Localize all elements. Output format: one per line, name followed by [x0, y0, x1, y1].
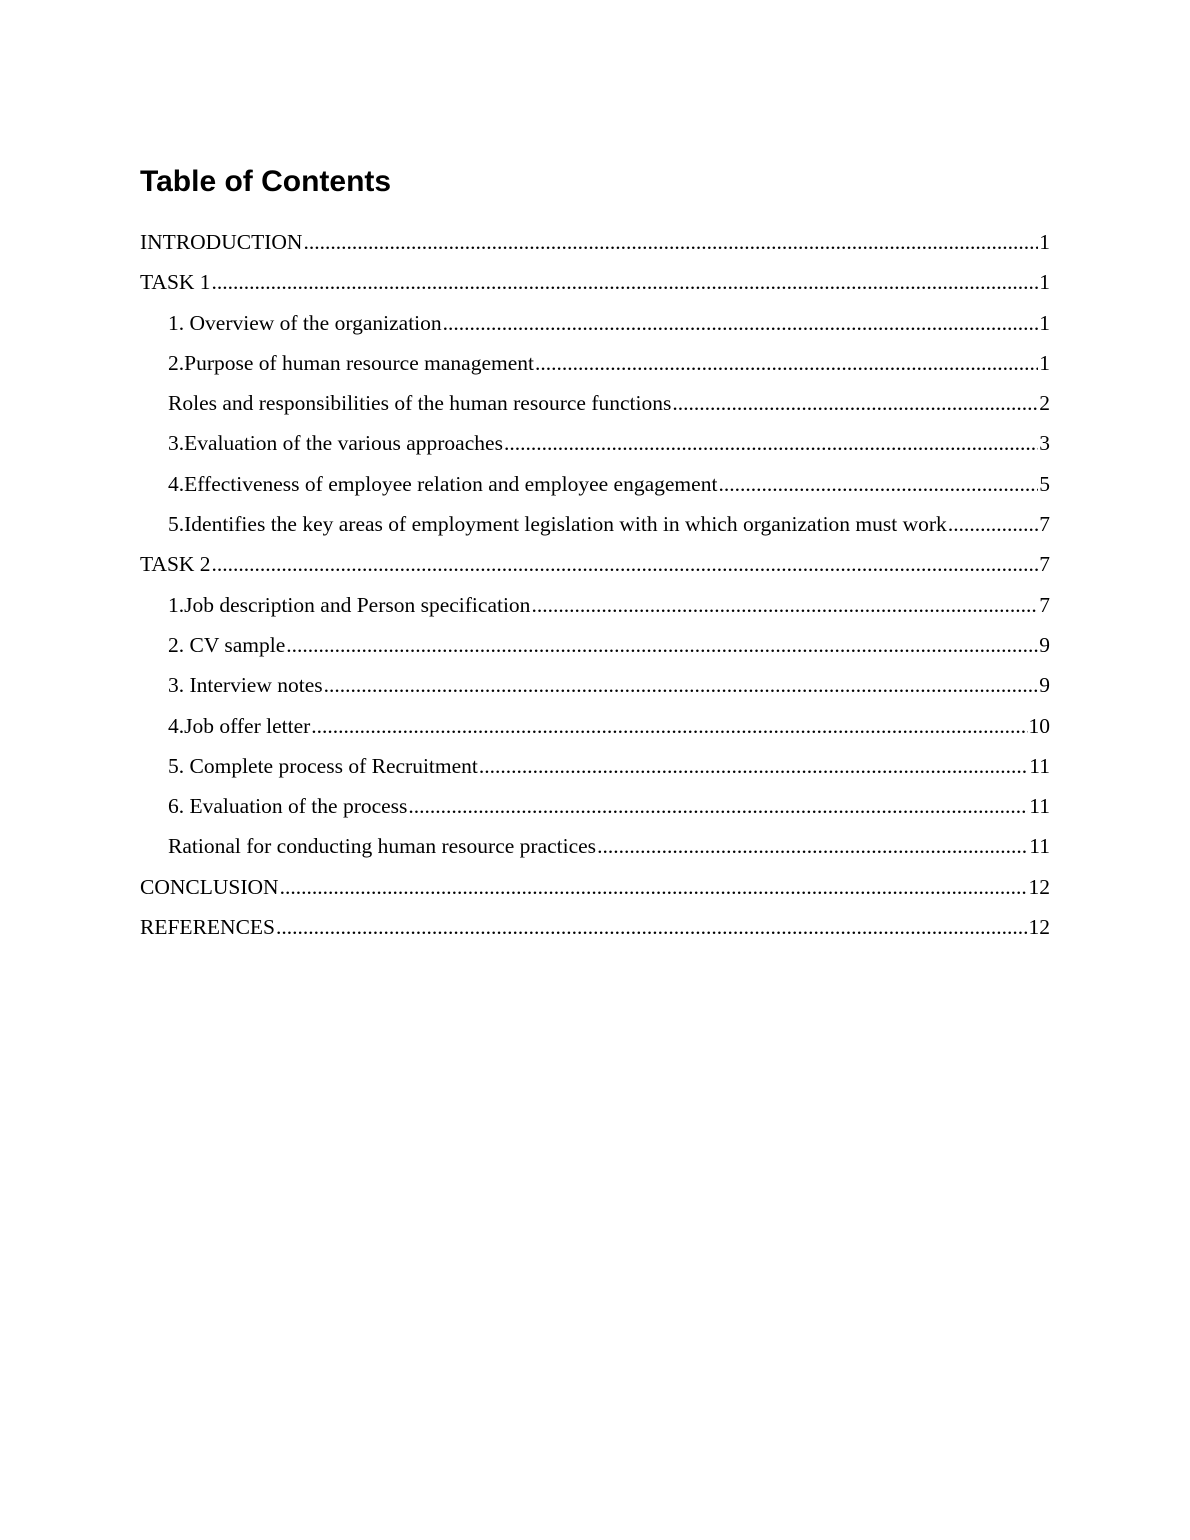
toc-dot-leader — [531, 585, 1038, 625]
toc-entry[interactable] — [140, 343, 1050, 383]
toc-dot-leader — [479, 746, 1028, 786]
toc-entry-label: 6. Evaluation of the process — [168, 786, 408, 826]
toc-entry[interactable] — [140, 826, 1050, 866]
toc-entry[interactable] — [140, 222, 1050, 262]
toc-entry-label: REFERENCES — [140, 907, 276, 947]
toc-entry-page-number: 7 — [1039, 512, 1050, 537]
toc-entry[interactable] — [140, 665, 1050, 705]
toc-entry-label: 5.Identifies the key areas of employment legislation with in which organization must work — [168, 504, 948, 544]
toc-entry[interactable] — [140, 585, 1050, 625]
toc-dot-leader — [504, 423, 1038, 463]
toc-entry[interactable] — [140, 706, 1050, 746]
toc-entry-label: CONCLUSION — [140, 867, 280, 907]
toc-entry[interactable] — [140, 303, 1050, 343]
toc-dot-leader — [672, 383, 1038, 423]
toc-entry-page-number: 11 — [1029, 753, 1050, 778]
toc-entry-label: 3. Interview notes — [168, 665, 324, 705]
toc-dot-leader — [408, 786, 1028, 826]
toc-entry[interactable] — [140, 625, 1050, 665]
toc-dot-leader — [535, 343, 1038, 383]
toc-entry-label: Roles and responsibilities of the human resource functions — [168, 383, 672, 423]
toc-entry-label: INTRODUCTION — [140, 222, 303, 262]
toc-entry-label: 5. Complete process of Recruitment — [168, 746, 479, 786]
toc-entry[interactable] — [140, 544, 1050, 584]
toc-dot-leader — [718, 464, 1038, 504]
toc-dot-leader — [597, 826, 1028, 866]
toc-entry-label: 2.Purpose of human resource management — [168, 343, 535, 383]
toc-entry-label: 3.Evaluation of the various approaches — [168, 423, 504, 463]
toc-entry-page-number: 12 — [1028, 874, 1050, 899]
toc-entry[interactable] — [140, 504, 1050, 544]
toc-dot-leader — [443, 303, 1039, 343]
toc-entry-label: 4.Job offer letter — [168, 706, 311, 746]
toc-title: Table of Contents — [140, 165, 392, 198]
toc-entry-page-number: 1 — [1039, 230, 1050, 254]
toc-entry-page-number: 7 — [1039, 552, 1050, 577]
toc-dot-leader — [276, 907, 1028, 947]
toc-entry-page-number: 7 — [1039, 592, 1050, 617]
toc-entry[interactable] — [140, 383, 1050, 423]
toc-entry-label: 1.Job description and Person specification — [168, 585, 531, 625]
toc-entry-label: Rational for conducting human resource practices — [168, 826, 597, 866]
toc-entry[interactable] — [140, 423, 1050, 463]
toc-entry-page-number: 10 — [1028, 713, 1050, 738]
toc-entry-label: 2. CV sample — [168, 625, 286, 665]
toc-entry-page-number: 11 — [1029, 794, 1050, 819]
toc-dot-leader — [948, 504, 1038, 544]
toc-entry-page-number: 12 — [1028, 915, 1050, 940]
toc-list — [140, 222, 1050, 947]
toc-dot-leader — [311, 706, 1027, 746]
toc-entry-page-number: 9 — [1039, 632, 1050, 657]
toc-entry[interactable] — [140, 867, 1050, 907]
toc-entry-page-number: 9 — [1039, 673, 1050, 698]
toc-entry-label: TASK 1 — [140, 262, 212, 302]
toc-entry[interactable] — [140, 907, 1050, 947]
toc-entry-page-number: 11 — [1029, 834, 1050, 859]
toc-entry-page-number: 3 — [1039, 431, 1050, 456]
toc-entry[interactable] — [140, 746, 1050, 786]
toc-dot-leader — [324, 665, 1039, 705]
toc-entry-label: TASK 2 — [140, 544, 212, 584]
toc-dot-leader — [286, 625, 1038, 665]
toc-entry-page-number: 5 — [1039, 471, 1050, 496]
toc-entry[interactable] — [140, 262, 1050, 302]
toc-dot-leader — [303, 222, 1038, 262]
toc-entry-label: 4.Effectiveness of employee relation and employee engagement — [168, 464, 718, 504]
toc-entry[interactable] — [140, 464, 1050, 504]
toc-entry-page-number: 2 — [1039, 391, 1050, 416]
toc-entry[interactable] — [140, 786, 1050, 826]
toc-entry-page-number: 1 — [1039, 310, 1050, 335]
toc-entry-label: 1. Overview of the organization — [168, 303, 443, 343]
toc-entry-page-number: 1 — [1039, 350, 1050, 375]
toc-dot-leader — [212, 544, 1039, 584]
toc-entry-page-number: 1 — [1039, 270, 1050, 295]
toc-dot-leader — [212, 262, 1039, 302]
toc-dot-leader — [280, 867, 1028, 907]
